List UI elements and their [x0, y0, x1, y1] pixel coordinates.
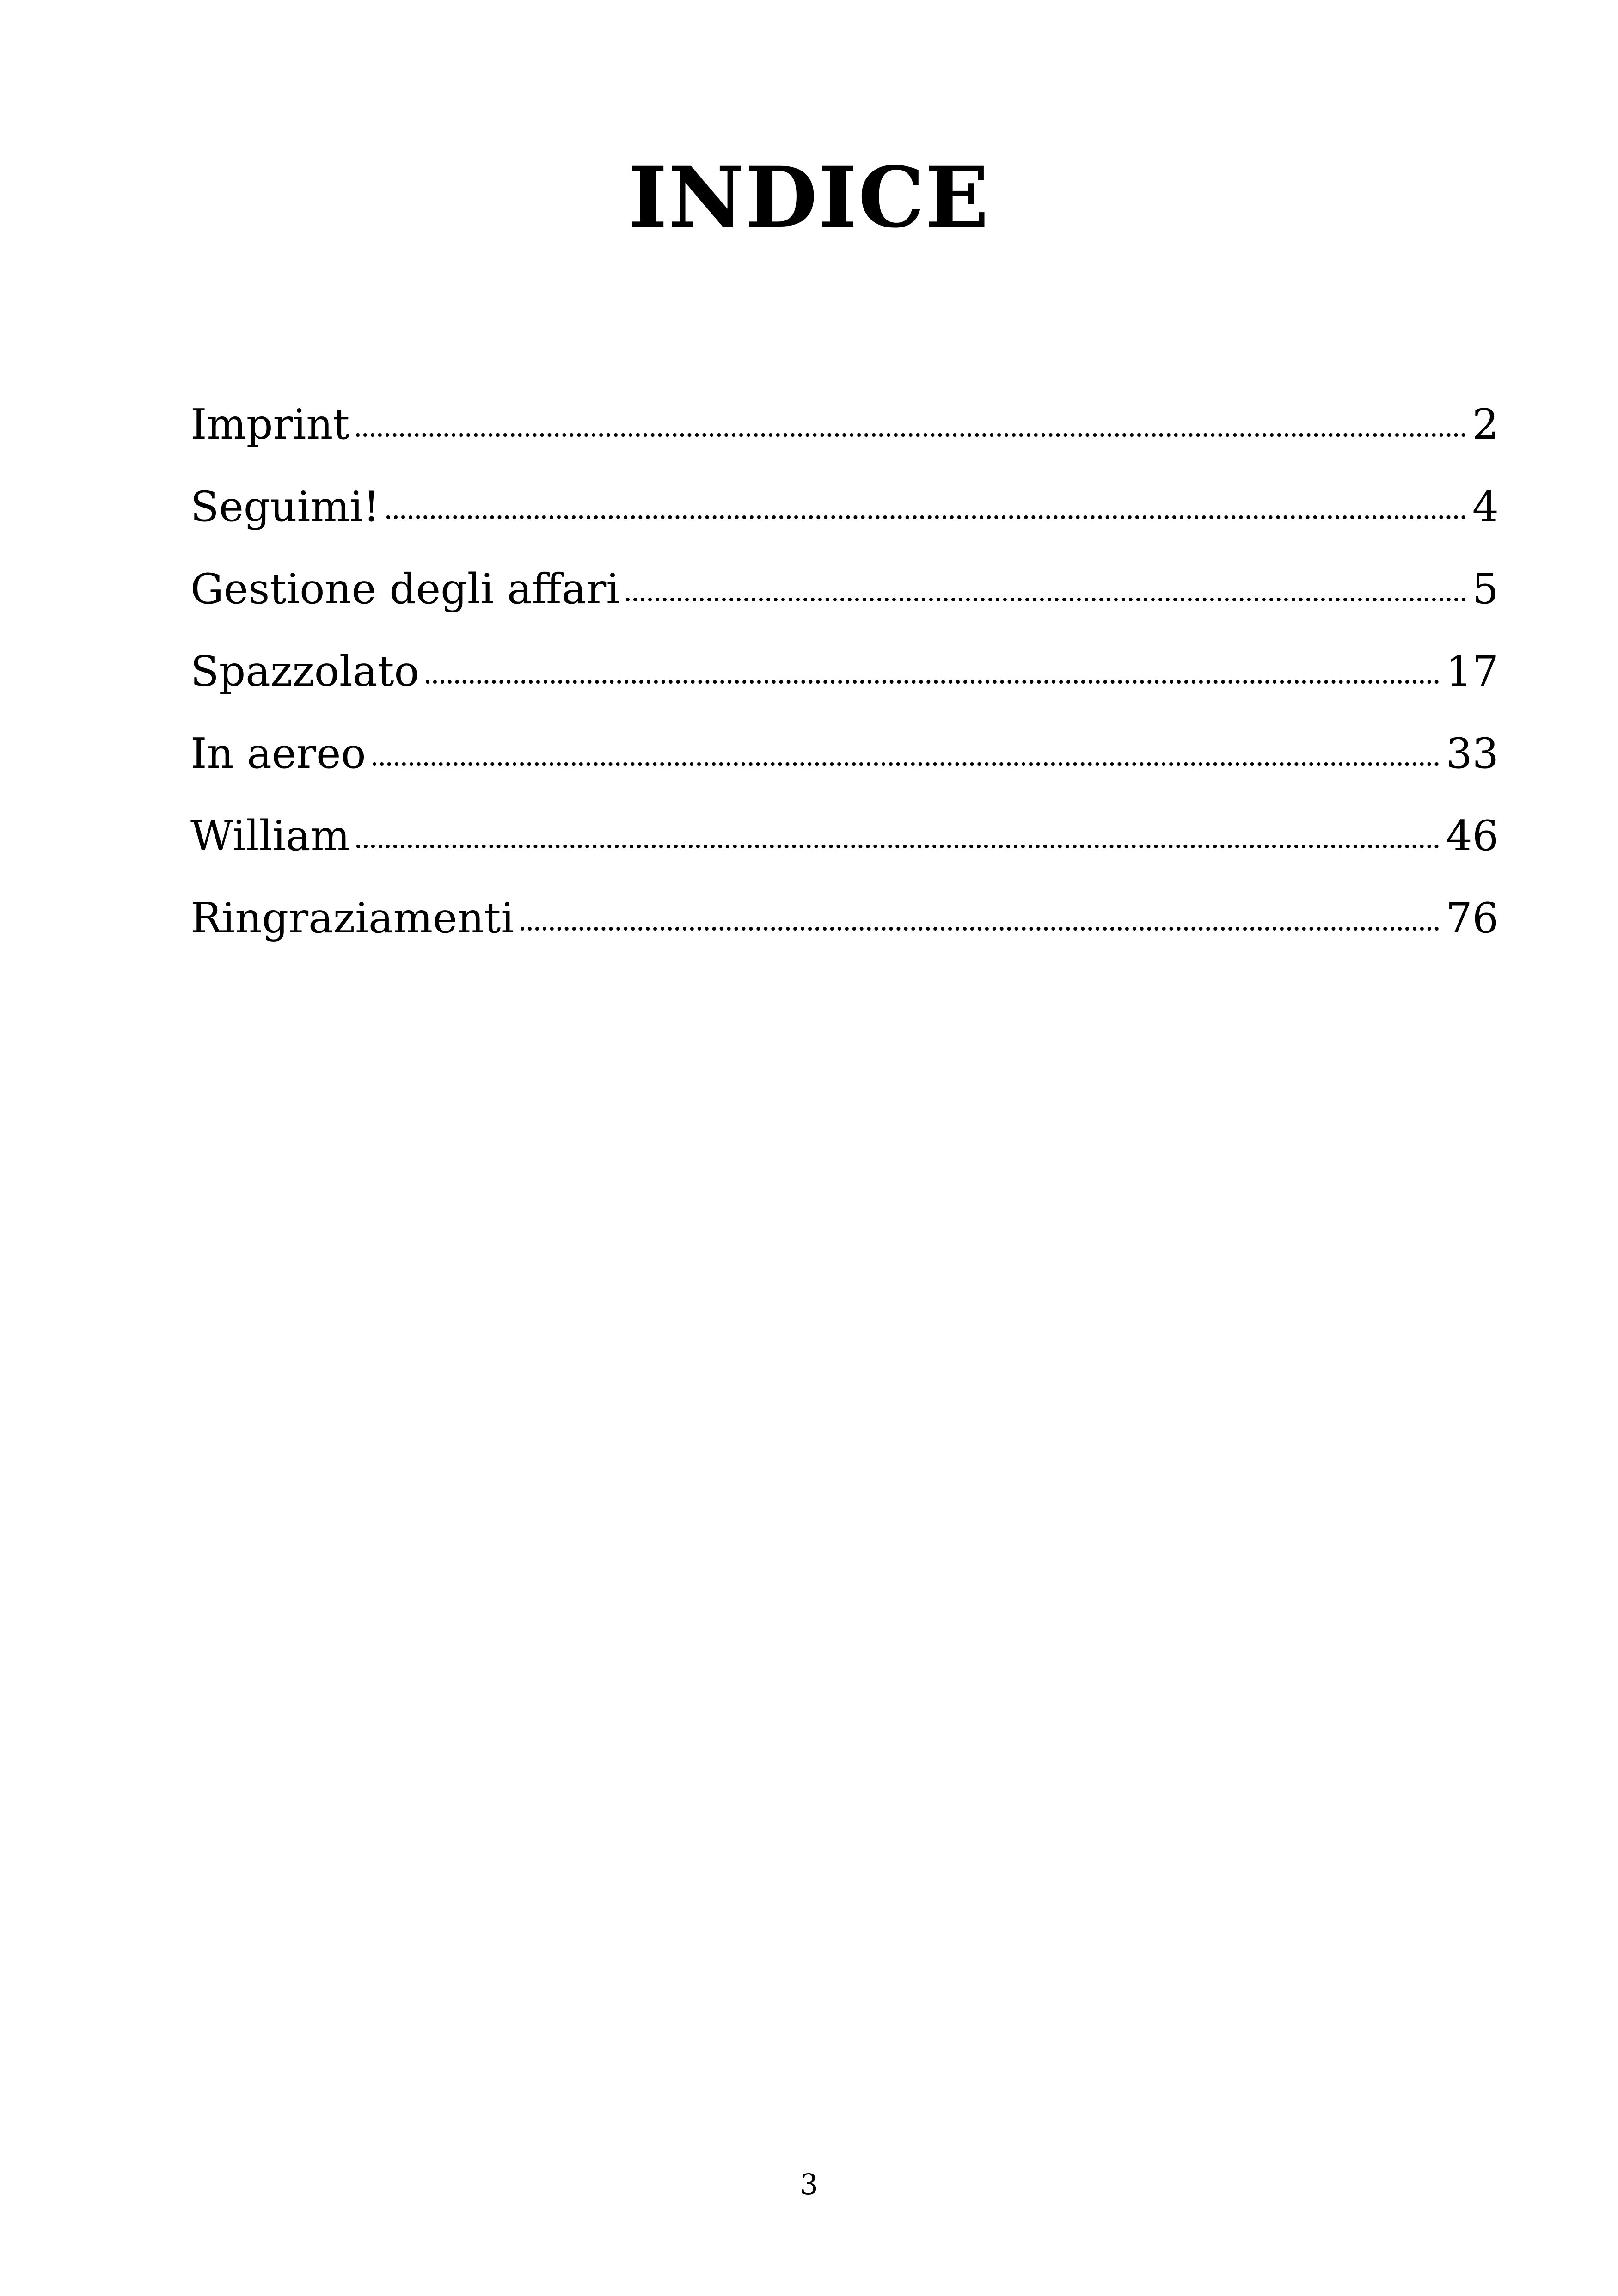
toc-entry-page: 17 [1446, 647, 1499, 696]
toc-entry-label: Seguimi! [190, 483, 380, 531]
toc-entry [190, 466, 1499, 548]
toc-entry-page: 33 [1446, 729, 1499, 778]
toc-dot-leader [626, 593, 1466, 601]
toc-entry-page: 5 [1472, 565, 1499, 613]
toc-entry-label: William [190, 812, 350, 860]
toc-entry-label: Gestione degli affari [190, 565, 620, 613]
toc-entry-label: Spazzolato [190, 647, 419, 696]
toc-entry [190, 548, 1499, 631]
toc-entry [190, 631, 1499, 713]
toc-dot-leader [373, 758, 1440, 766]
toc-entry-page: 46 [1446, 812, 1499, 860]
page-title: INDICE [628, 149, 990, 246]
toc-entry [190, 713, 1499, 795]
toc-entry-page: 2 [1472, 400, 1499, 449]
toc-dot-leader [521, 922, 1439, 931]
toc-dot-leader [356, 840, 1439, 848]
toc-dot-leader [356, 429, 1465, 437]
toc-entry-label: Imprint [190, 400, 350, 449]
toc-entry-page: 76 [1446, 894, 1499, 943]
page-number: 3 [800, 2167, 818, 2201]
toc-entry [190, 384, 1499, 466]
toc-dot-leader [426, 675, 1440, 684]
toc-dot-leader [386, 511, 1466, 519]
toc-entry-page: 4 [1472, 483, 1499, 531]
table-of-contents [190, 384, 1499, 960]
toc-entry [190, 795, 1499, 877]
toc-entry-label: In aereo [190, 729, 366, 778]
toc-entry-label: Ringraziamenti [190, 894, 515, 943]
toc-entry [190, 877, 1499, 960]
